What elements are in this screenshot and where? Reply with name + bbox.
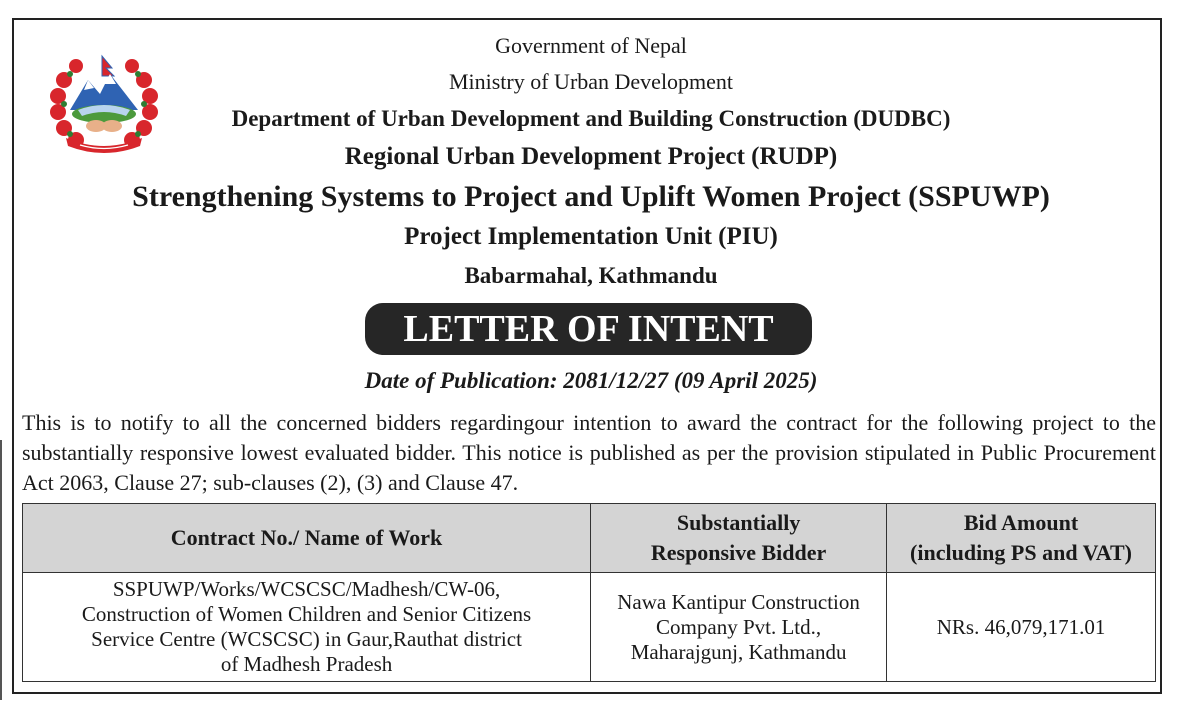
bidder-line: Maharajgunj, Kathmandu	[630, 639, 847, 664]
header-bidder-line1: Substantially	[676, 510, 801, 535]
cell-contract	[23, 573, 591, 682]
header-department: Department of Urban Development and Building Construction (DUDBC)	[231, 106, 951, 131]
page-edge-line	[0, 440, 2, 700]
header-sspuwp-project: Strengthening Systems to Project and Uplift Women Project (SSPUWP)	[132, 180, 1050, 213]
header-amount-line1: Bid Amount	[963, 510, 1079, 535]
contract-line: of Madhesh Pradesh	[220, 652, 393, 676]
cell-bidder	[591, 573, 887, 682]
bidder-line: Nawa Kantipur Construction	[617, 589, 860, 614]
award-table	[22, 503, 1156, 682]
notice-paragraph: This is to notify to all the concerned bidders regardingour intention to award the contract for the following project to the substantially responsive lowest evaluated bidder. This notice is published as per the provision stipulated in Public Procurement Act 2063, Clause 27; sub-clauses (2), (3) and Clause 47.	[22, 410, 1156, 495]
contract-line: SSPUWP/Works/WCSCSC/Madhesh/CW-06,	[112, 577, 501, 601]
header-contract-label: Contract No./ Name of Work	[170, 525, 443, 550]
nepal-emblem-icon	[44, 50, 164, 154]
table-header-row	[23, 504, 1156, 573]
cell-amount	[887, 573, 1156, 682]
header-amount	[887, 504, 1156, 573]
table-row	[23, 573, 1156, 682]
header-ministry: Ministry of Urban Development	[448, 69, 734, 94]
contract-line: Construction of Women Children and Senior Citizens	[81, 602, 532, 626]
letter-of-intent-title: LETTER OF INTENT	[365, 303, 812, 355]
header-amount-line2: (including PS and VAT)	[910, 540, 1132, 565]
header-piu: Project Implementation Unit (PIU)	[404, 223, 778, 250]
publication-date: Date of Publication: 2081/12/27 (09 April 2025)	[364, 368, 818, 393]
header-regional-project: Regional Urban Development Project (RUDP)	[344, 143, 838, 170]
bid-amount: NRs. 46,079,171.01	[936, 614, 1106, 639]
header-bidder-line2: Responsive Bidder	[650, 540, 827, 565]
bidder-line: Company Pvt. Ltd.,	[656, 614, 822, 639]
contract-line: Service Centre (WCSCSC) in Gaur,Rauthat district	[91, 627, 522, 651]
header-location: Babarmahal, Kathmandu	[464, 263, 718, 288]
header-contract	[23, 504, 591, 573]
header-bidder	[591, 504, 887, 573]
header-government: Government of Nepal	[495, 33, 687, 58]
